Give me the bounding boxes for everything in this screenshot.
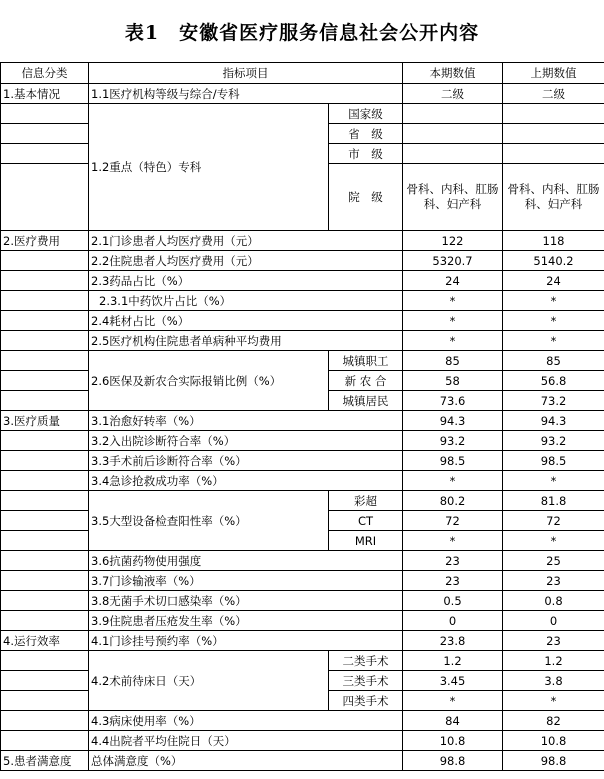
previous-value: 0 [503, 611, 604, 631]
sub-label: 四类手术 [329, 691, 403, 711]
sub-label: 院 级 [329, 164, 403, 231]
previous-value: 10.8 [503, 731, 604, 751]
current-value: 98.8 [403, 751, 503, 771]
current-value: 98.5 [403, 451, 503, 471]
sub-label: 城镇职工 [329, 351, 403, 371]
item-label: 2.5医疗机构住院患者单病种平均费用 [89, 331, 403, 351]
table-row [1, 451, 604, 471]
previous-value: 24 [503, 271, 604, 291]
category-empty [1, 451, 89, 471]
current-value: 5320.7 [403, 251, 503, 271]
previous-value [503, 104, 604, 124]
category-empty [1, 144, 89, 164]
previous-value: * [503, 331, 604, 351]
item-label: 4.4出院者平均住院日（天） [89, 731, 403, 751]
current-value: * [403, 331, 503, 351]
current-value: 0 [403, 611, 503, 631]
current-value: 23.8 [403, 631, 503, 651]
current-value: 94.3 [403, 411, 503, 431]
table-row [1, 104, 604, 124]
category-quality: 3.医疗质量 [1, 411, 89, 431]
item-label: 4.1门诊挂号预约率（%） [89, 631, 403, 651]
previous-value: * [503, 311, 604, 331]
table-row [1, 751, 604, 771]
previous-value: 3.8 [503, 671, 604, 691]
item-label: 3.5大型设备检查阳性率（%） [89, 491, 329, 551]
category-empty [1, 104, 89, 124]
item-label: 4.3病床使用率（%） [89, 711, 403, 731]
current-value: 93.2 [403, 431, 503, 451]
sub-label: 新 农 合 [329, 371, 403, 391]
table-row [1, 651, 604, 671]
category-empty [1, 291, 89, 311]
current-value: 72 [403, 511, 503, 531]
current-value: 85 [403, 351, 503, 371]
category-efficiency: 4.运行效率 [1, 631, 89, 651]
category-basic: 1.基本情况 [1, 84, 89, 104]
current-value: 骨科、内科、肛肠科、妇产科 [403, 164, 503, 231]
table-row [1, 291, 604, 311]
table-row [1, 491, 604, 511]
category-empty [1, 431, 89, 451]
previous-value: * [503, 291, 604, 311]
previous-value: 23 [503, 571, 604, 591]
previous-value: * [503, 471, 604, 491]
current-value: 10.8 [403, 731, 503, 751]
category-satisfaction: 5.患者满意度 [1, 751, 89, 771]
previous-value: 25 [503, 551, 604, 571]
item-label: 2.3.1中药饮片占比（%） [89, 291, 403, 311]
table-row [1, 471, 604, 491]
previous-value: 73.2 [503, 391, 604, 411]
category-empty [1, 511, 89, 531]
item-label: 3.8无菌手术切口感染率（%） [89, 591, 403, 611]
category-empty [1, 124, 89, 144]
item-label: 1.1医疗机构等级与综合/专科 [89, 84, 403, 104]
current-value: * [403, 471, 503, 491]
table-row [1, 271, 604, 291]
current-value: 80.2 [403, 491, 503, 511]
category-empty [1, 351, 89, 371]
category-empty [1, 371, 89, 391]
sub-label: 城镇居民 [329, 391, 403, 411]
sub-label: 国家级 [329, 104, 403, 124]
current-value: 3.45 [403, 671, 503, 691]
previous-value: * [503, 691, 604, 711]
table-header-row [1, 63, 604, 84]
current-value: 24 [403, 271, 503, 291]
item-label: 3.4急诊抢救成功率（%） [89, 471, 403, 491]
current-value: 73.6 [403, 391, 503, 411]
category-empty [1, 311, 89, 331]
item-label: 2.1门诊患者人均医疗费用（元） [89, 231, 403, 251]
category-empty [1, 531, 89, 551]
item-label: 2.3药品占比（%） [89, 271, 403, 291]
previous-value [503, 124, 604, 144]
table-row [1, 311, 604, 331]
previous-value: 93.2 [503, 431, 604, 451]
table-row [1, 611, 604, 631]
current-value: 23 [403, 551, 503, 571]
item-label: 3.2入出院诊断符合率（%） [89, 431, 403, 451]
category-empty [1, 651, 89, 671]
item-label: 3.7门诊输液率（%） [89, 571, 403, 591]
category-empty [1, 271, 89, 291]
item-label: 2.6医保及新农合实际报销比例（%） [89, 351, 329, 411]
table-row [1, 411, 604, 431]
current-value: * [403, 691, 503, 711]
current-value: 0.5 [403, 591, 503, 611]
current-value [403, 104, 503, 124]
previous-value: 5140.2 [503, 251, 604, 271]
current-value: 84 [403, 711, 503, 731]
previous-value: 0.8 [503, 591, 604, 611]
previous-value: 1.2 [503, 651, 604, 671]
previous-value: 98.8 [503, 751, 604, 771]
table-row [1, 231, 604, 251]
page-title: 表1 安徽省医疗服务信息社会公开内容 [124, 21, 480, 44]
table-row [1, 631, 604, 651]
previous-value: * [503, 531, 604, 551]
previous-value: 骨科、内科、肛肠科、妇产科 [503, 164, 604, 231]
table-row [1, 711, 604, 731]
sub-label: 彩超 [329, 491, 403, 511]
category-empty [1, 551, 89, 571]
table-row [1, 731, 604, 751]
previous-value: 56.8 [503, 371, 604, 391]
sub-label: CT [329, 511, 403, 531]
current-value: * [403, 531, 503, 551]
previous-value: 94.3 [503, 411, 604, 431]
item-label: 1.2重点（特色）专科 [89, 104, 329, 231]
current-value [403, 144, 503, 164]
sub-label: MRI [329, 531, 403, 551]
table-row [1, 251, 604, 271]
previous-value: 72 [503, 511, 604, 531]
category-empty [1, 591, 89, 611]
sub-label: 二类手术 [329, 651, 403, 671]
sub-label: 三类手术 [329, 671, 403, 691]
item-label: 总体满意度（%） [89, 751, 403, 771]
category-empty [1, 611, 89, 631]
current-value: 1.2 [403, 651, 503, 671]
current-value: 58 [403, 371, 503, 391]
previous-value: 82 [503, 711, 604, 731]
header-current: 本期数值 [403, 63, 503, 84]
item-label: 2.4耗材占比（%） [89, 311, 403, 331]
previous-value: 118 [503, 231, 604, 251]
category-empty [1, 164, 89, 231]
table-row [1, 84, 604, 104]
item-label: 3.1治愈好转率（%） [89, 411, 403, 431]
category-empty [1, 571, 89, 591]
info-table [0, 62, 604, 771]
table-row [1, 351, 604, 371]
category-cost: 2.医疗费用 [1, 231, 89, 251]
item-label: 3.6抗菌药物使用强度 [89, 551, 403, 571]
header-item: 指标项目 [89, 63, 403, 84]
previous-value: 98.5 [503, 451, 604, 471]
current-value: 122 [403, 231, 503, 251]
table-row [1, 331, 604, 351]
current-value: 23 [403, 571, 503, 591]
category-empty [1, 691, 89, 711]
item-label: 3.3手术前后诊断符合率（%） [89, 451, 403, 471]
category-empty [1, 671, 89, 691]
category-empty [1, 711, 89, 731]
header-category: 信息分类 [1, 63, 89, 84]
table-row [1, 551, 604, 571]
current-value: * [403, 311, 503, 331]
current-value: 二级 [403, 84, 503, 104]
header-previous: 上期数值 [503, 63, 604, 84]
category-empty [1, 731, 89, 751]
table-row [1, 591, 604, 611]
previous-value: 二级 [503, 84, 604, 104]
category-empty [1, 471, 89, 491]
sub-label: 省 级 [329, 124, 403, 144]
category-empty [1, 251, 89, 271]
item-label: 2.2住院患者人均医疗费用（元） [89, 251, 403, 271]
category-empty [1, 391, 89, 411]
category-empty [1, 331, 89, 351]
table-row [1, 571, 604, 591]
item-label: 4.2术前待床日（天） [89, 651, 329, 711]
previous-value: 81.8 [503, 491, 604, 511]
current-value [403, 124, 503, 144]
item-label: 3.9住院患者压疮发生率（%） [89, 611, 403, 631]
previous-value: 85 [503, 351, 604, 371]
current-value: * [403, 291, 503, 311]
previous-value [503, 144, 604, 164]
previous-value: 23 [503, 631, 604, 651]
category-empty [1, 491, 89, 511]
sub-label: 市 级 [329, 144, 403, 164]
table-row [1, 431, 604, 451]
